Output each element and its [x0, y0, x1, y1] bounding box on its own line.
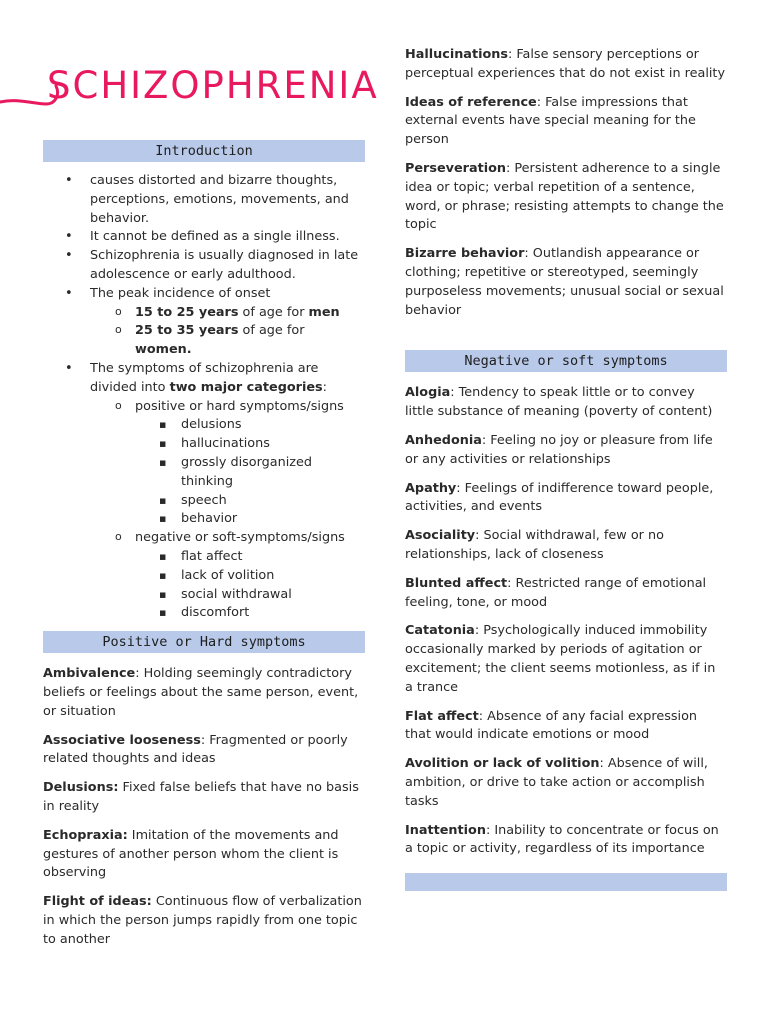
term-name: Perseveration	[405, 160, 507, 176]
term-definition: : Restricted range of emotional feeling, tone, or mood	[405, 575, 707, 610]
page-title: SCHIZOPHRENIA	[47, 64, 379, 107]
sub-sub-item: ▪ social withdrawal	[43, 586, 365, 605]
term-definition: : Absence of any facial expression that would indicate emotions or mood	[405, 708, 698, 743]
term-name: Apathy	[405, 480, 457, 496]
term-name: Echopraxia:	[43, 827, 128, 843]
term-name: Anhedonia	[405, 432, 482, 448]
term-name: Ambivalence	[43, 666, 136, 682]
introduction-list	[43, 172, 365, 623]
term-definition: : Fragmented or poorly related thoughts and ideas	[43, 732, 348, 767]
term-entry	[405, 622, 727, 697]
term-name: Alogia	[405, 385, 451, 401]
term-definition: : Social withdrawal, few or no relationships, lack of closeness	[405, 528, 664, 562]
positive-terms-continued	[405, 46, 727, 320]
term-name: Inattention	[405, 822, 486, 838]
sub-sub-item: ▪ hallucinations	[43, 435, 365, 454]
term-name: Associative looseness	[43, 732, 201, 748]
term-entry	[405, 94, 727, 150]
left-column	[43, 0, 365, 959]
term-definition: : Inability to concentrate or focus on a topic or activity, regardless of its importance	[405, 822, 719, 857]
list-item: • Schizophrenia is usually diagnosed in late adolescence or early adulthood.	[43, 247, 365, 285]
term-entry	[405, 46, 727, 84]
list-item: • It cannot be defined as a single illness.	[43, 228, 365, 247]
term-name: Asociality	[405, 528, 476, 544]
term-name: Avolition or lack of volition	[405, 756, 600, 772]
term-entry	[43, 827, 365, 883]
list-item: • causes distorted and bizarre thoughts, perceptions, emotions, movements, and behavior.	[43, 172, 365, 228]
term-entry	[405, 384, 727, 422]
term-entry	[43, 893, 365, 949]
term-definition: : Holding seemingly contradictory beliefs or feelings about the same person, event, or situation	[43, 666, 359, 719]
term-definition: : Persistent adherence to a single idea or topic; verbal repetition of a sentence, word, or phrase; resisting attempts to change the topic	[405, 160, 724, 233]
section-header-negative: Negative or soft symptoms	[405, 350, 727, 372]
term-name: Delusions:	[43, 780, 119, 796]
section-header-positive: Positive or Hard symptoms	[43, 631, 365, 653]
term-entry	[43, 779, 365, 817]
right-column	[405, 0, 727, 891]
negative-terms	[405, 384, 727, 859]
term-entry	[405, 160, 727, 235]
term-definition: : Tendency to speak little or to convey little substance of meaning (poverty of content)	[405, 385, 713, 420]
term-entry	[43, 732, 365, 770]
positive-terms	[43, 665, 365, 949]
sub-sub-item: ▪ behavior	[43, 510, 365, 529]
term-name: Catatonia	[405, 623, 475, 639]
sub-sub-item: ▪ lack of volition	[43, 567, 365, 586]
list-item: • The peak incidence of onset	[43, 285, 365, 304]
term-definition: : Absence of will, ambition, or drive to take action or accomplish tasks	[405, 756, 708, 809]
sub-sub-item: ▪ flat affect	[43, 548, 365, 567]
sub-sub-item: ▪ speech	[43, 492, 365, 511]
term-definition: : False sensory perceptions or perceptual experiences that do not exist in reality	[405, 47, 726, 81]
section-header-introduction: Introduction	[43, 140, 365, 162]
empty-section-band	[405, 873, 727, 891]
term-entry	[405, 755, 727, 811]
term-name: Flight of ideas:	[43, 894, 152, 910]
sub-sub-item: ▪ grossly disorganized thinking	[43, 454, 365, 492]
term-entry	[405, 432, 727, 470]
term-definition: : Feeling no joy or pleasure from life or any activities or relationships	[405, 432, 713, 467]
term-definition: : Psychologically induced immobility occasionally marked by periods of agitation or excitement; the client seems motionless, as if in a trance	[405, 623, 716, 695]
sub-list-item-men: o 15 to 25 years of age for men	[43, 304, 365, 323]
term-entry	[405, 822, 727, 860]
term-entry	[405, 527, 727, 565]
sub-list-item-women: o 25 to 35 years of age for women.	[43, 322, 365, 360]
term-definition: : False impressions that external events have special meaning for the person	[405, 94, 696, 148]
sub-sub-item: ▪ discomfort	[43, 604, 365, 623]
term-name: Ideas of reference	[405, 94, 537, 110]
term-entry	[405, 480, 727, 518]
term-entry	[405, 245, 727, 320]
sub-list-item-positive: o positive or hard symptoms/signs	[43, 398, 365, 417]
term-definition: Fixed false beliefs that have no basis in reality	[43, 780, 359, 814]
sub-sub-item: ▪ delusions	[43, 416, 365, 435]
term-name: Bizarre behavior	[405, 246, 525, 262]
term-definition: Imitation of the movements and gestures of another person whom the client is observing	[43, 827, 339, 881]
term-name: Hallucinations	[405, 47, 508, 62]
term-definition: : Outlandish appearance or clothing; repetitive or stereotyped, seemingly purposeless movements; unusual social or sexual behavior	[405, 246, 724, 318]
sub-list-item-negative: o negative or soft-symptoms/signs	[43, 529, 365, 548]
term-entry	[405, 708, 727, 746]
term-entry	[405, 575, 727, 613]
term-definition: Continuous flow of verbalization in which the person jumps rapidly from one topic to another	[43, 894, 362, 947]
term-name: Flat affect	[405, 708, 479, 724]
term-definition: : Feelings of indifference toward people, activities, and events	[405, 480, 714, 515]
term-name: Blunted affect	[405, 575, 508, 591]
term-entry	[43, 665, 365, 721]
list-item: • The symptoms of schizophrenia are divided into two major categories:	[43, 360, 365, 398]
